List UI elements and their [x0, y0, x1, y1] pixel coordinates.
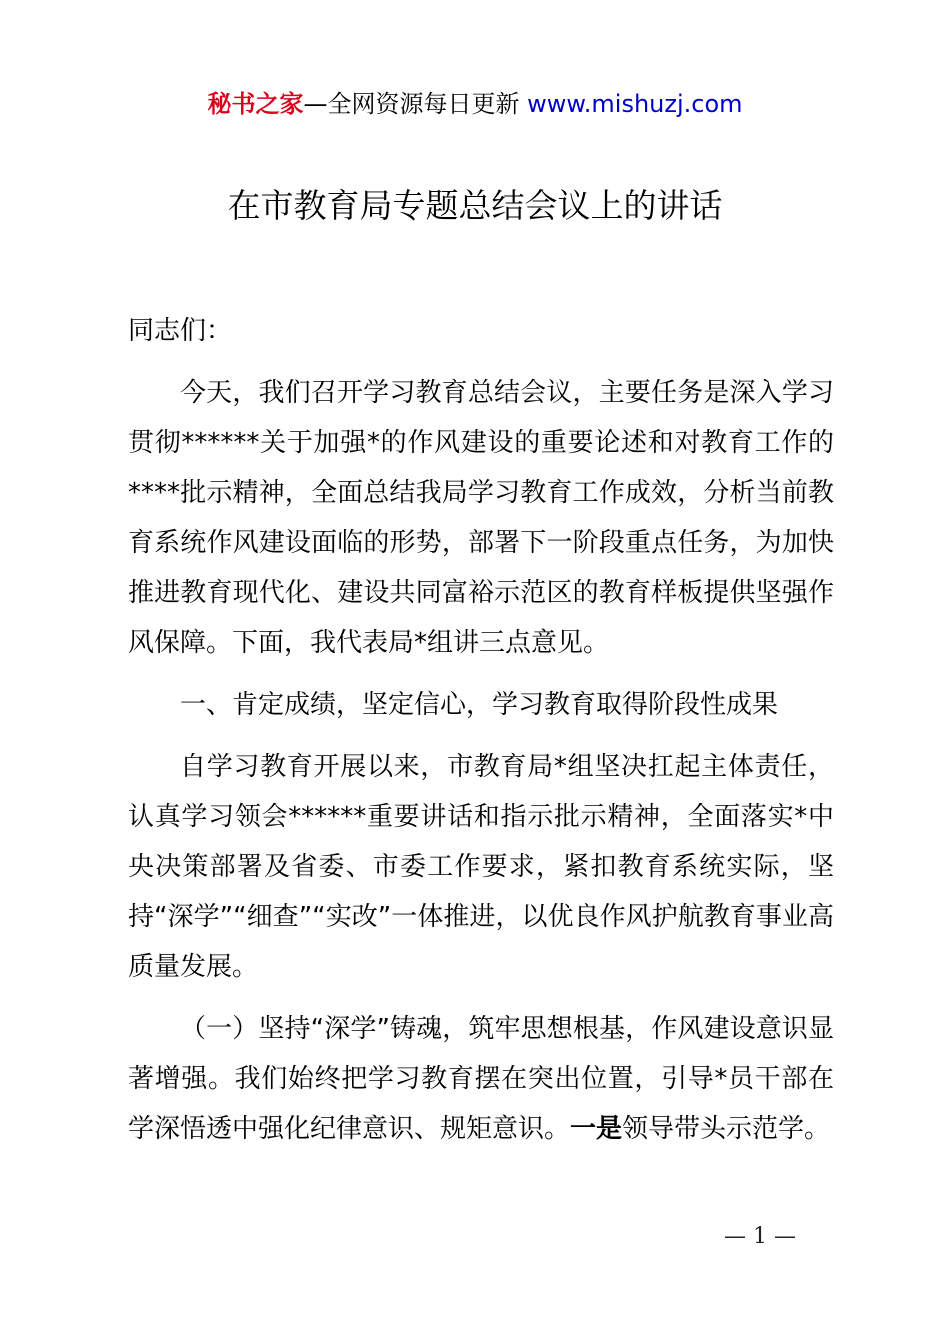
- paragraph-deep-study-main: （一）坚持“深学”铸魂，筑牢思想根基，作风建设意识显著增强。我们始终把学习教育摆在突出位置，引导*员干部在学深悟透中强化纪律意识、规矩意识。: [128, 1014, 834, 1144]
- salutation: 同志们：: [128, 316, 233, 346]
- section-heading-1: 一、肯定成绩，坚定信心，学习教育取得阶段性成果: [180, 690, 779, 720]
- brand-name: 秘书之家: [207, 90, 304, 118]
- paragraph-intro: 今天，我们召开学习教育总结会议，主要任务是深入学习贯彻******关于加强*的作风建设的重要论述和对教育工作的****批示精神，全面总结我局学习教育工作成效，分析当前教育系统作风建设面临的形势，部署下一阶段重点任务，为加快推进教育现代化、建设共同富裕示范区的教育样板提供坚强作风保障。下面，我代表局*组讲三点意见。: [128, 378, 834, 658]
- site-header: [0, 86, 950, 122]
- paragraph-deep-study: [128, 1004, 834, 1154]
- document-title: 在市教育局专题总结会议上的讲话: [227, 186, 723, 225]
- page-number: — 1 —: [724, 1224, 796, 1249]
- paragraph-achievements: 自学习教育开展以来，市教育局*组坚决扛起主体责任，认真学习领会******重要讲话和指示批示精神，全面落实*中央决策部署及省委、市委工作要求，紧扣教育系统实际，坚持“深学”“细查”“实改”一体推进，以优良作风护航教育事业高质量发展。: [128, 752, 834, 982]
- paragraph-deep-study-tail: 领导带头示范学。: [622, 1114, 831, 1144]
- header-slogan: —全网资源每日更新: [303, 90, 528, 118]
- point-one-label: 一是: [570, 1114, 623, 1144]
- header-url[interactable]: www.mishuzj.com: [527, 90, 743, 118]
